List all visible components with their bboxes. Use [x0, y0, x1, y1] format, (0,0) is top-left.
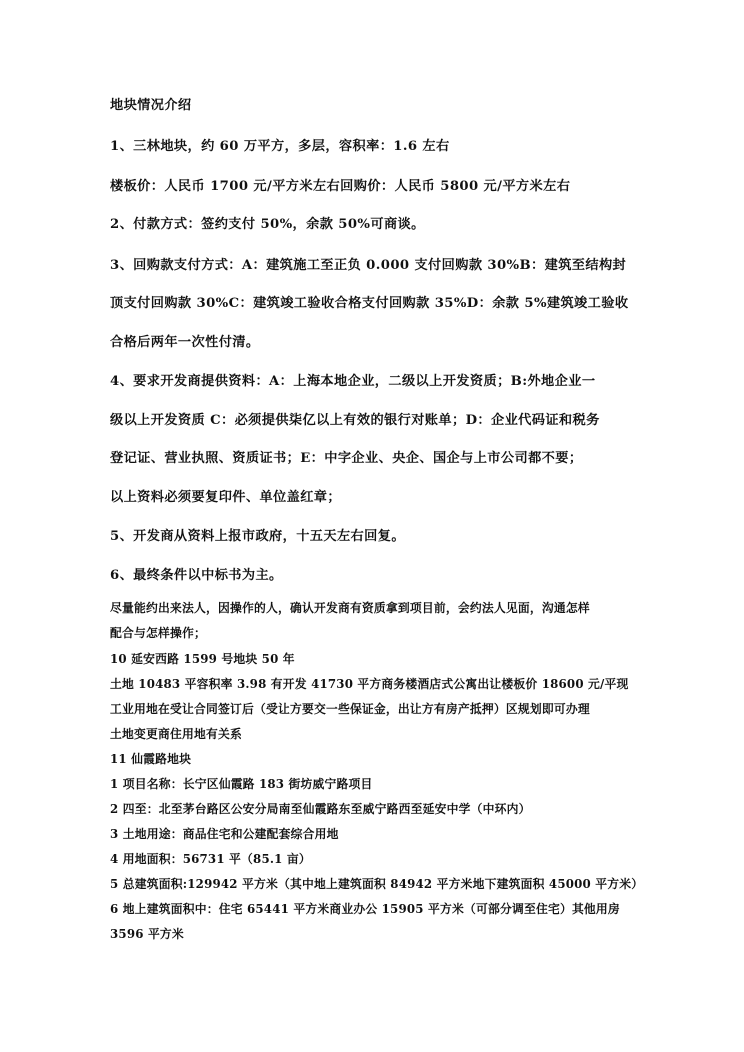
note-line-1: 尽量能约出来法人，因操作的人，确认开发商有资质拿到项目前，会约法人见面，沟通怎样 [110, 601, 590, 615]
section-11-item-6-line-1: 6 地上建筑面积中：住宅 65441 平方米商业办公 15905 平方米（可部分调至住宅）其他用房 [110, 902, 620, 916]
section-11-item-5: 5 总建筑面积:129942 平方米（其中地上建筑面积 84942 平方米地下建筑面积 45000 平方米） [110, 877, 644, 891]
section-11-item-1: 1 项目名称：长宁区仙霞路 183 街坊威宁路项目 [110, 777, 373, 791]
item-3-line-1: 3、回购款支付方式：A：建筑施工至正负 0.000 支付回购款 30%B：建筑至结构封 [110, 258, 627, 273]
section-11-item-6-line-2: 3596 平方米 [110, 927, 184, 941]
item-3-line-3: 合格后两年一次性付清。 [110, 335, 260, 350]
document-title: 地块情况介绍 [110, 98, 192, 113]
section-11-item-2: 2 四至：北至茅台路区公安分局南至仙霞路东至威宁路西至延安中学（中环内） [110, 802, 531, 816]
item-4-line-2: 级以上开发资质 C：必须提供柒亿以上有效的银行对账单；D：企业代码证和税务 [110, 413, 600, 428]
section-10-line-2: 工业用地在受让合同签订后（受让方要交一些保证金，出让方有房产抵押）区规划即可办理 [110, 702, 590, 716]
item-3-line-2: 顶支付回购款 30%C：建筑竣工验收合格支付回购款 35%D：余款 5%建筑竣工验收 [110, 296, 629, 311]
section-11-item-3: 3 土地用途：商品住宅和公建配套综合用地 [110, 827, 339, 841]
item-4-line-4: 以上资料必须要复印件、单位盖红章； [110, 490, 341, 505]
item-4-line-1: 4、要求开发商提供资料：A：上海本地企业，二级以上开发资质；B:外地企业一 [110, 374, 596, 389]
price-line: 楼板价：人民币 1700 元/平方米左右回购价：人民币 5800 元/平方米左右 [110, 179, 571, 194]
section-11-heading: 11 仙霞路地块 [110, 752, 192, 766]
item-2: 2、付款方式：签约支付 50%，余款 50%可商谈。 [110, 217, 425, 232]
section-10-line-1: 土地 10483 平容积率 3.98 有开发 41730 平方商务楼酒店式公寓出让楼板价 18600 元/平现 [110, 677, 629, 691]
section-10-line-3: 土地变更商住用地有关系 [110, 727, 242, 741]
note-line-2: 配合与怎样操作； [110, 626, 206, 640]
item-1: 1、三林地块，约 60 万平方，多层，容积率：1.6 左右 [110, 139, 450, 154]
item-6: 6、最终条件以中标书为主。 [110, 568, 283, 583]
item-4-line-3: 登记证、营业执照、资质证书；E：中字企业、央企、国企与上市公司都不要； [110, 451, 583, 466]
item-5: 5、开发商从资料上报市政府，十五天左右回复。 [110, 529, 405, 544]
section-11-item-4: 4 用地面积：56731 平（85.1 亩） [110, 852, 311, 866]
section-10-heading: 10 延安西路 1599 号地块 50 年 [110, 652, 295, 666]
